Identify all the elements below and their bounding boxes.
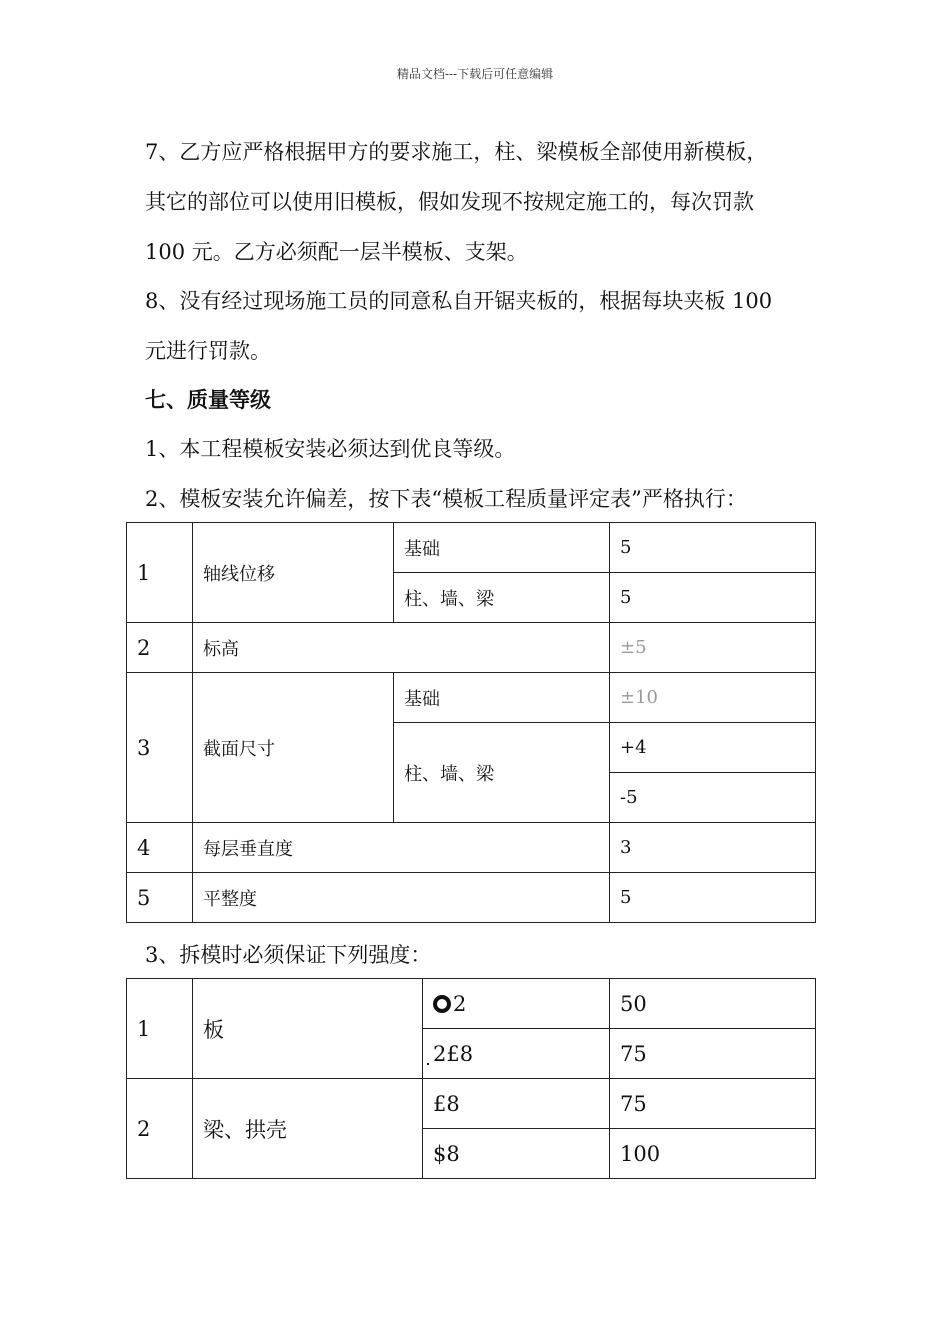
row-number: 1 bbox=[127, 523, 193, 623]
strength-value: 75 bbox=[610, 1079, 816, 1129]
table-row bbox=[127, 1079, 816, 1129]
sub-item: 柱、墙、梁 bbox=[394, 573, 610, 623]
span-condition bbox=[423, 979, 610, 1029]
table-row bbox=[127, 523, 816, 573]
tolerance-value: 5 bbox=[610, 573, 816, 623]
row-number: 2 bbox=[127, 623, 193, 673]
item-2: 2、模板安装允许偏差，按下表“模板工程质量评定表”严格执行： bbox=[145, 487, 747, 511]
row-number: 3 bbox=[127, 673, 193, 823]
table-row bbox=[127, 673, 816, 723]
item-3: 3、拆模时必须保证下列强度： bbox=[145, 943, 432, 967]
tolerance-table bbox=[126, 522, 816, 923]
strength-value: 50 bbox=[610, 979, 816, 1029]
paragraph-line-5: 元进行罚款。 bbox=[145, 339, 271, 363]
row-number: 2 bbox=[127, 1079, 193, 1179]
paragraph-line-1: 7、乙方应严格根据甲方的要求施工，柱、梁模板全部使用新模板， bbox=[145, 140, 768, 164]
table-row bbox=[127, 623, 816, 673]
item-name: 平整度 bbox=[193, 873, 610, 923]
table-row bbox=[127, 979, 816, 1029]
span-condition: $8 bbox=[423, 1129, 610, 1179]
span-condition-text: 2£8 bbox=[433, 1041, 474, 1066]
sub-item: 柱、墙、梁 bbox=[394, 723, 610, 823]
tolerance-value: 5 bbox=[610, 523, 816, 573]
strength-value: 75 bbox=[610, 1029, 816, 1079]
item-1: 1、本工程模板安装必须达到优良等级。 bbox=[145, 437, 516, 461]
item-name: 标高 bbox=[193, 623, 610, 673]
page-header: 精品文档---下载后可任意编辑 bbox=[396, 67, 554, 81]
paragraph-line-3: 100 元。乙方必须配一层半模板、支架。 bbox=[145, 240, 528, 264]
circle-bullet-icon bbox=[433, 995, 451, 1013]
paragraph-line-2: 其它的部位可以使用旧模板，假如发现不按规定施工的，每次罚款 bbox=[145, 190, 754, 214]
table-row bbox=[127, 873, 816, 923]
strength-table bbox=[126, 978, 816, 1179]
tolerance-value: ±5 bbox=[610, 623, 816, 673]
span-condition bbox=[423, 1029, 610, 1079]
tolerance-value: ±10 bbox=[610, 673, 816, 723]
strength-value: 100 bbox=[610, 1129, 816, 1179]
table-row bbox=[127, 823, 816, 873]
span-condition: £8 bbox=[423, 1079, 610, 1129]
row-number: 4 bbox=[127, 823, 193, 873]
row-number: 1 bbox=[127, 979, 193, 1079]
member-name: 梁、拱壳 bbox=[193, 1079, 423, 1179]
dot-mark-icon bbox=[427, 1063, 429, 1065]
sub-item: 基础 bbox=[394, 523, 610, 573]
member-name: 板 bbox=[193, 979, 423, 1079]
tolerance-value: 5 bbox=[610, 873, 816, 923]
item-name: 截面尺寸 bbox=[193, 673, 394, 823]
paragraph-line-4: 8、没有经过现场施工员的同意私自开锯夹板的，根据每块夹板 100 bbox=[145, 289, 773, 313]
tolerance-value: +4 bbox=[610, 723, 816, 773]
sub-item: 基础 bbox=[394, 673, 610, 723]
item-name: 轴线位移 bbox=[193, 523, 394, 623]
span-condition-text: 2 bbox=[453, 991, 467, 1016]
tolerance-value: -5 bbox=[610, 773, 816, 823]
section-heading: 七、质量等级 bbox=[145, 387, 271, 412]
tolerance-value: 3 bbox=[610, 823, 816, 873]
row-number: 5 bbox=[127, 873, 193, 923]
item-name: 每层垂直度 bbox=[193, 823, 610, 873]
